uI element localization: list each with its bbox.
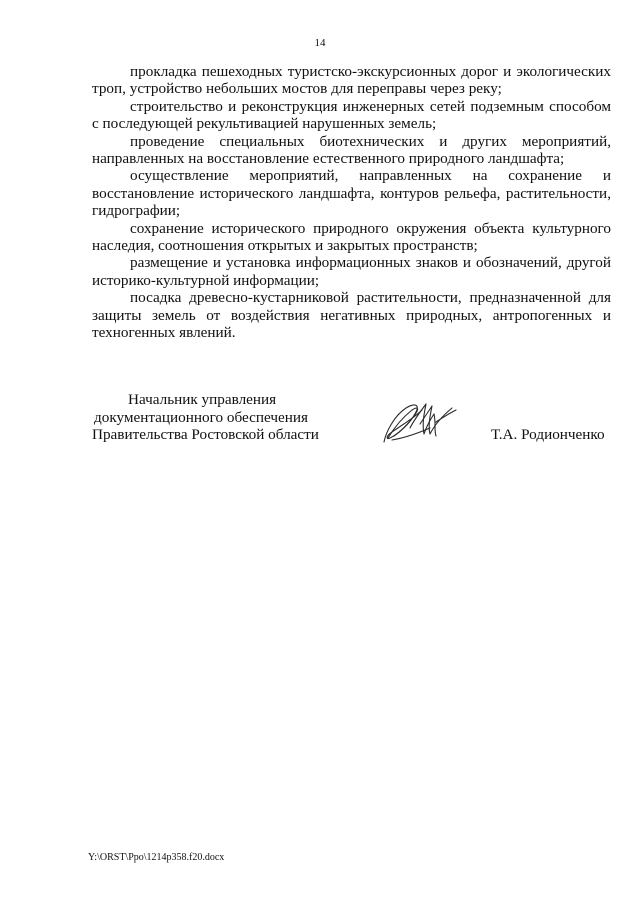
signatory-title-line: документационного обеспечения (94, 408, 308, 426)
list-item: посадка древесно-кустарниковой растительности, предназначенной для защиты земель от воздействия негативных природных, антропогенных и техногенных явлений. (92, 289, 611, 342)
list-item: строительство и реконструкция инженерных сетей подземным способом с последующей рекультивацией нарушенных земель; (92, 97, 611, 133)
body-text (92, 63, 611, 342)
list-item: размещение и установка информационных знаков и обозначений, другой историко-культурной информации; (92, 254, 611, 289)
signatory-title-line: Начальник управления (128, 391, 277, 408)
page-number: 14 (314, 37, 326, 49)
signatory-title-line: Правительства Ростовской области (92, 426, 319, 443)
signer-name: Т.А. Родионченко (491, 426, 605, 443)
list-item: прокладка пешеходных туристско-экскурсионных дорог и экологических троп, устройство небольших мостов для переправы через реку; (92, 63, 611, 98)
signatory-title (92, 391, 319, 444)
list-item: проведение специальных биотехнических и других мероприятий, направленных на восстановление естественного природного ландшафта; (92, 132, 611, 168)
footer-file-path: Y:\ORST\Ppo\1214p358.f20.docx (88, 852, 225, 863)
list-item: осуществление мероприятий, направленных на сохранение и восстановление исторического ландшафта, контуров рельефа, растительности, гидрографии; (92, 167, 611, 220)
handwritten-signature (380, 398, 460, 448)
list-item: сохранение исторического природного окружения объекта культурного наследия, соотношения открытых и закрытых пространств; (92, 219, 611, 255)
